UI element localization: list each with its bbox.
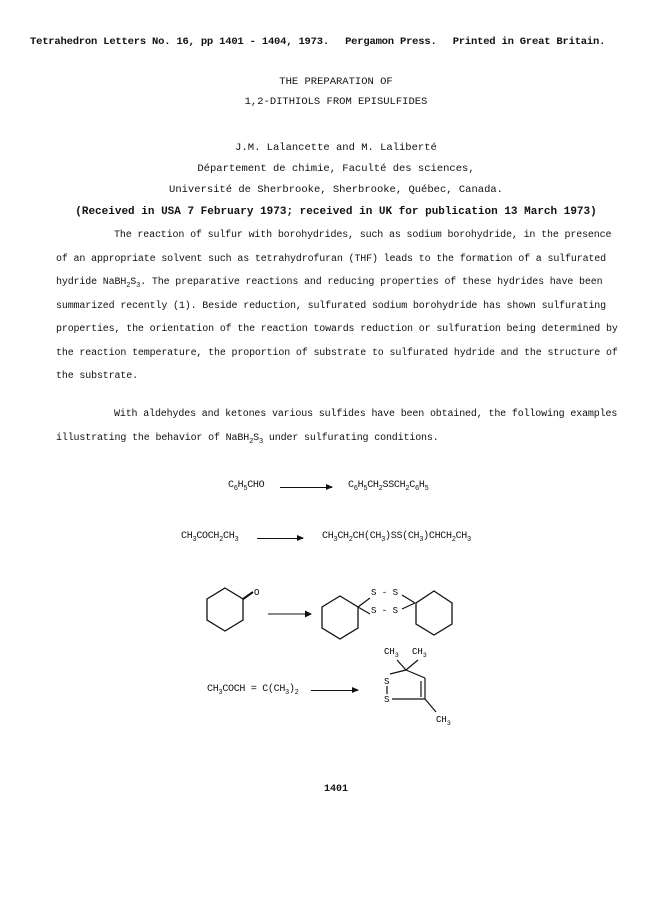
paragraph-line: properties, the orientation of the reaction towards reduction or sulfuration being determined by [56, 324, 618, 335]
formula-text: CH [181, 531, 193, 542]
ring-bond-top [390, 670, 406, 674]
authors: J.M. Lalancette and M. Laliberté [235, 142, 437, 154]
bond-to-sulfur-bottom [358, 607, 370, 614]
formula-subscript: 3 [467, 536, 471, 544]
formula-text: H [237, 480, 244, 491]
reaction-4-arrow [311, 690, 358, 691]
methyl-bond-c [425, 699, 436, 712]
formula-text: C [228, 480, 234, 491]
methyl-bond-a [397, 660, 406, 670]
dithiole-structure [370, 644, 480, 734]
formula-subscript: 2 [451, 536, 456, 544]
formula-subscript: 5 [363, 485, 368, 493]
article-title-line-2: 1,2-DITHIOLS FROM EPISULFIDES [244, 96, 428, 108]
formula-subscript: 3 [234, 536, 239, 544]
formula-text: CH [337, 531, 349, 542]
reaction-1-reactant [228, 480, 264, 491]
formula-subscript: 2 [378, 485, 383, 493]
received-dates: (Received in USA 7 February 1973; received in UK for publication 13 March 1973) [75, 206, 597, 218]
oxygen-label: O [254, 588, 260, 598]
formula-text: SSCH [382, 480, 406, 491]
formula-subscript: 3 [192, 536, 197, 544]
formula-subscript: 6 [353, 485, 358, 493]
formula-subscript: 3 [419, 536, 424, 544]
formula-text: CHO [247, 480, 265, 491]
formula-subscript: 3 [333, 536, 338, 544]
reaction-2-arrow [257, 538, 303, 539]
ring-bond-right-top [406, 670, 425, 678]
paragraph-line: of an appropriate solvent such as tetrahydrofuran (THF) leads to the formation of a sulfurated [56, 253, 606, 265]
formula-text: COCH [196, 531, 220, 542]
paragraph-line: the substrate. [56, 371, 138, 382]
formula-text: CH [367, 480, 379, 491]
journal-header [30, 36, 650, 48]
journal-citation: Tetrahedron Letters No. 16, pp 1401 - 1404, 1973. [30, 36, 329, 48]
printed-location: Printed in Great Britain. [452, 36, 606, 48]
disulfide-bottom: S - S [371, 606, 399, 616]
formula-text: CH(CH [352, 531, 382, 542]
reaction-2-reactant [181, 531, 238, 542]
paragraph-line: the reaction temperature, the proportion of substrate to sulfurated hydride and the structure of [56, 347, 618, 359]
formula-text: H [357, 480, 364, 491]
left-cyclohexane-ring [322, 596, 358, 639]
reaction-3-scheme [180, 570, 490, 650]
reaction-2-product [322, 531, 471, 542]
right-cyclohexane-ring [416, 591, 452, 635]
formula-subscript: 3 [381, 536, 386, 544]
bond-from-sulfur-top [402, 595, 415, 603]
methyl-label-b: $CH_3$ [412, 647, 427, 659]
formula-subscript: 2 [294, 689, 299, 697]
formula-subscript: 2 [405, 485, 410, 493]
formula-text: )CHCH [423, 531, 452, 542]
affiliation-line-2: Université de Sherbrooke, Sherbrooke, Québec, Canada. [169, 184, 503, 196]
sulfur-label-2: S [384, 695, 390, 705]
formula-text: C [409, 480, 415, 491]
disulfide-top: S - S [371, 588, 399, 598]
examples-paragraph [56, 403, 616, 450]
formula-subscript: 3 [285, 689, 289, 697]
page-number: 1401 [323, 784, 348, 795]
formula-text: ) [288, 684, 295, 695]
formula-subscript: 6 [233, 485, 238, 493]
reaction-1-product [348, 480, 428, 491]
formula-text: CH [207, 684, 219, 695]
formula-text: CH [223, 531, 235, 542]
formula-text: H [418, 480, 425, 491]
formula-text: COCH = C(CH [222, 684, 286, 695]
formula-text: CH [455, 531, 467, 542]
bond-to-sulfur-top [358, 598, 370, 607]
paragraph-line: The reaction of sulfur with borohydrides, such as sodium borohydride, in the presence [114, 230, 612, 241]
formula-subscript: 2 [348, 536, 353, 544]
publisher-name: Pergamon Press. [345, 36, 437, 48]
affiliation-line-1: Département de chimie, Faculté des sciences, [197, 163, 475, 175]
formula-subscript: 2 [219, 536, 224, 544]
formula-text: C [348, 480, 354, 491]
reaction-1-arrow [280, 487, 332, 488]
bond-from-sulfur-bottom [402, 603, 415, 609]
article-title-line-1: THE PREPARATION OF [279, 76, 393, 88]
paragraph-line: hydride $NaBH_2S_3$. The preparative reactions and reducing properties of these hydrides have been [56, 277, 603, 290]
carbonyl-bond [243, 592, 253, 599]
reaction-3-arrowhead [305, 611, 312, 618]
paragraph-line: summarized recently (1). Beside reduction, sulfurated sodium borohydride has shown sulfurating [56, 300, 606, 312]
formula-text: )SS(CH [385, 531, 420, 542]
formula-subscript: 5 [243, 485, 248, 493]
formula-subscript: 6 [414, 485, 419, 493]
formula-subscript: 5 [424, 485, 429, 493]
intro-paragraph [56, 224, 616, 389]
reaction-4-reactant [207, 684, 299, 695]
methyl-bond-b [406, 660, 418, 670]
formula-text: CH [322, 531, 334, 542]
formula-subscript: 3 [218, 689, 223, 697]
methyl-label-a: $CH_3$ [384, 647, 399, 659]
methyl-label-c: $CH_3$ [436, 715, 451, 727]
cyclohexanone-ring [207, 588, 243, 631]
sulfur-label-1: S [384, 677, 390, 687]
paragraph-line: illustrating the behavior of $NaBH_2S_3$ under sulfurating conditions. [56, 432, 439, 446]
paragraph-line: With aldehydes and ketones various sulfides have been obtained, the following examples [114, 409, 618, 420]
